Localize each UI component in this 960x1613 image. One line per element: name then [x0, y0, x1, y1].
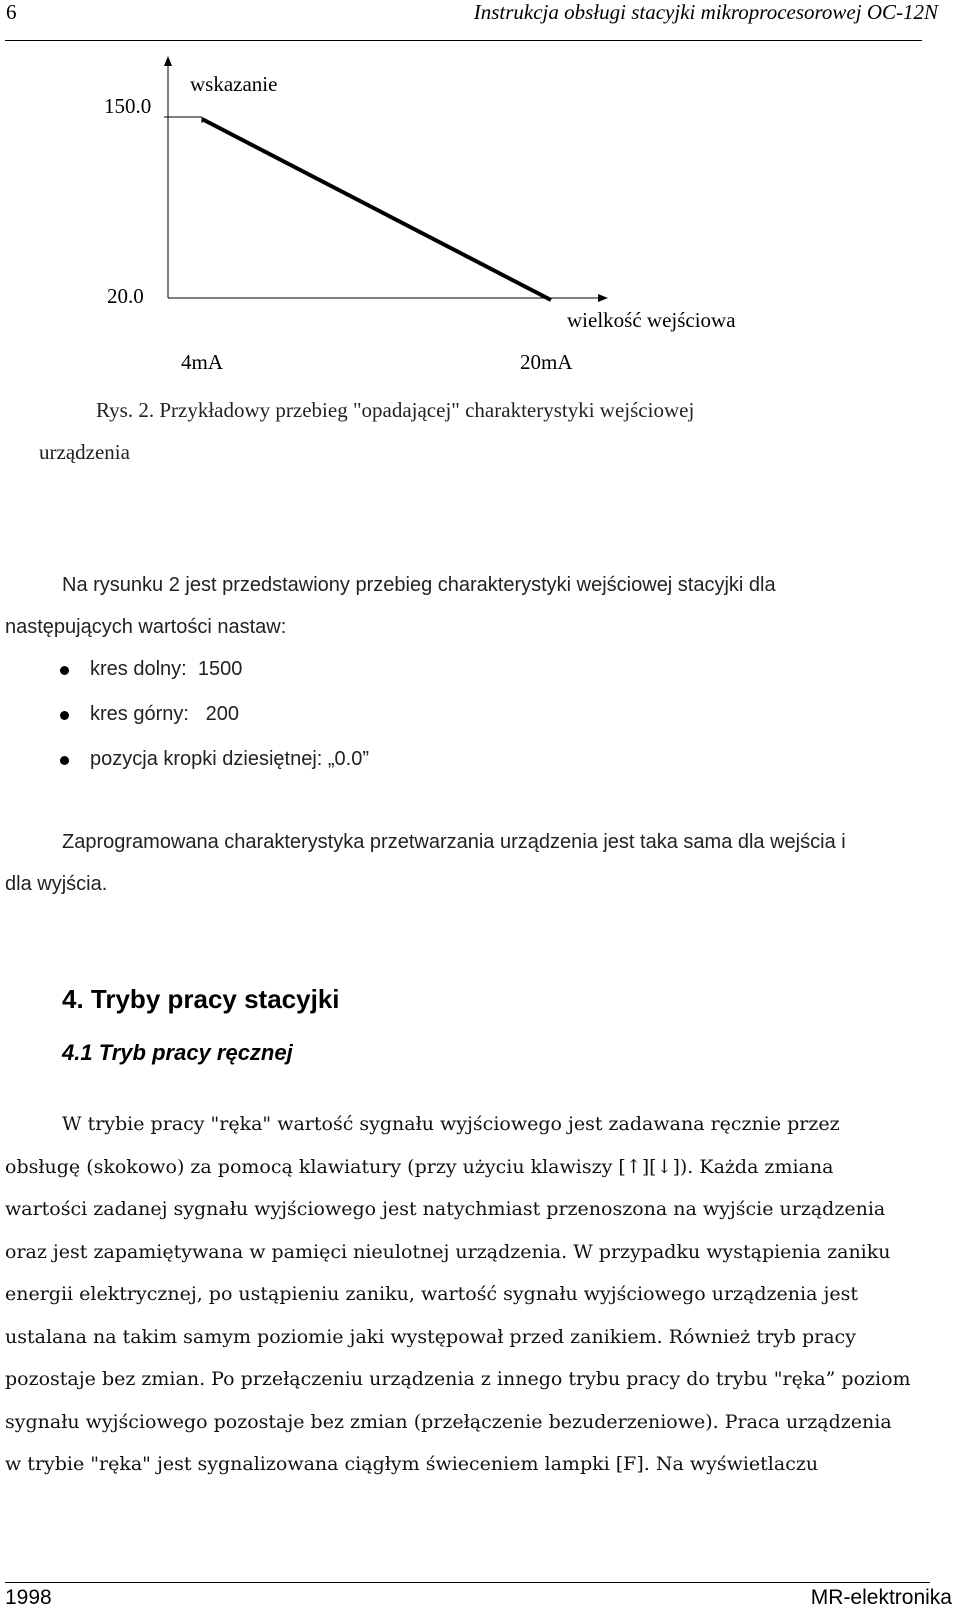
x-tick-left: 4mA [181, 350, 223, 374]
paragraph-line: pozostaje bez zmian. Po przełączeniu urządzenia z innego trybu pracy do trybu "ręka” poziom [5, 1368, 911, 1390]
paragraph-text: ]). Każda zmiana [672, 1155, 834, 1178]
characteristic-plot [0, 0, 960, 400]
note-line-1: Zaprogramowana charakterystyka przetwarzania urządzenia jest taka sama dla wejścia i [62, 831, 846, 853]
body-paragraph [5, 1103, 917, 1486]
paragraph-line: energii elektrycznej, po ustąpieniu zaniku, wartość sygnału wyjściowego urządzenia jest [5, 1283, 858, 1305]
characteristic-line [202, 119, 551, 300]
footer-rule [5, 1582, 930, 1583]
page-number: 6 [6, 0, 17, 24]
y-tick-top: 150.0 [104, 94, 152, 118]
section-heading: 4. Tryby pracy stacyjki [62, 984, 340, 1014]
paragraph-text: obsługę (skokowo) za pomocą klawiatury (przy użyciu klawiszy [ [5, 1155, 626, 1178]
paragraph-line: ustalana na takim samym poziomie jaki występował przed zanikiem. Również tryb pracy [5, 1325, 856, 1348]
x-axis-arrow [598, 294, 608, 302]
arrow-up-icon: ↑ [625, 1155, 642, 1178]
footer-year: 1998 [5, 1586, 52, 1609]
y-axis-label: wskazanie [190, 72, 278, 96]
y-tick-bottom: 20.0 [107, 284, 144, 308]
bullet-dot [60, 756, 69, 765]
note-line-2: dla wyjścia. [5, 873, 108, 895]
paragraph-text: ][ [641, 1155, 657, 1178]
paragraph-line: wartości zadanej sygnału wyjściowego jest natychmiast przenoszona na wyjście urządzenia [5, 1198, 886, 1220]
figure-caption: Rys. 2. Przykładowy przebieg "opadającej" charakterystyki wejściowej [96, 398, 695, 422]
arrow-down-icon: ↓ [656, 1155, 673, 1178]
list-item: kres górny: 200 [90, 703, 239, 725]
intro-line-1: Na rysunku 2 jest przedstawiony przebieg charakterystyki wejściowej stacyjki dla [62, 574, 776, 596]
list-item: kres dolny: 1500 [90, 658, 243, 680]
footer-publisher: MR-elektronika [810, 1586, 952, 1609]
running-title: Instrukcja obsługi stacyjki mikroprocesorowej OC-12N [473, 0, 938, 24]
paragraph-line: W trybie pracy "ręka" wartość sygnału wyjściowego jest zadawana ręcznie przez [62, 1113, 840, 1135]
intro-line-2: następujących wartości nastaw: [5, 616, 287, 638]
x-axis-label: wielkość wejściowa [567, 308, 736, 332]
paragraph-line: oraz jest zapamiętywana w pamięci nieulotnej urządzenia. W przypadku wystąpienia zaniku [5, 1240, 891, 1263]
subsection-heading: 4.1 Tryb pracy ręcznej [62, 1040, 293, 1065]
paragraph-line: w trybie "ręka" jest sygnalizowana ciągłym świeceniem lampki [F]. Na wyświetlaczu [5, 1453, 819, 1475]
list-item: pozycja kropki dziesiętnej: „0.0” [90, 748, 370, 770]
bullet-dot [60, 666, 69, 675]
paragraph-line: sygnału wyjściowego pozostaje bez zmian (przełączenie bezuderzeniowe). Praca urządzenia [5, 1410, 892, 1433]
y-axis-arrow [164, 56, 172, 66]
bullet-dot [60, 711, 69, 720]
paragraph-line [5, 1146, 917, 1189]
figure-caption-cont: urządzenia [39, 440, 130, 464]
x-tick-right: 20mA [520, 350, 573, 374]
